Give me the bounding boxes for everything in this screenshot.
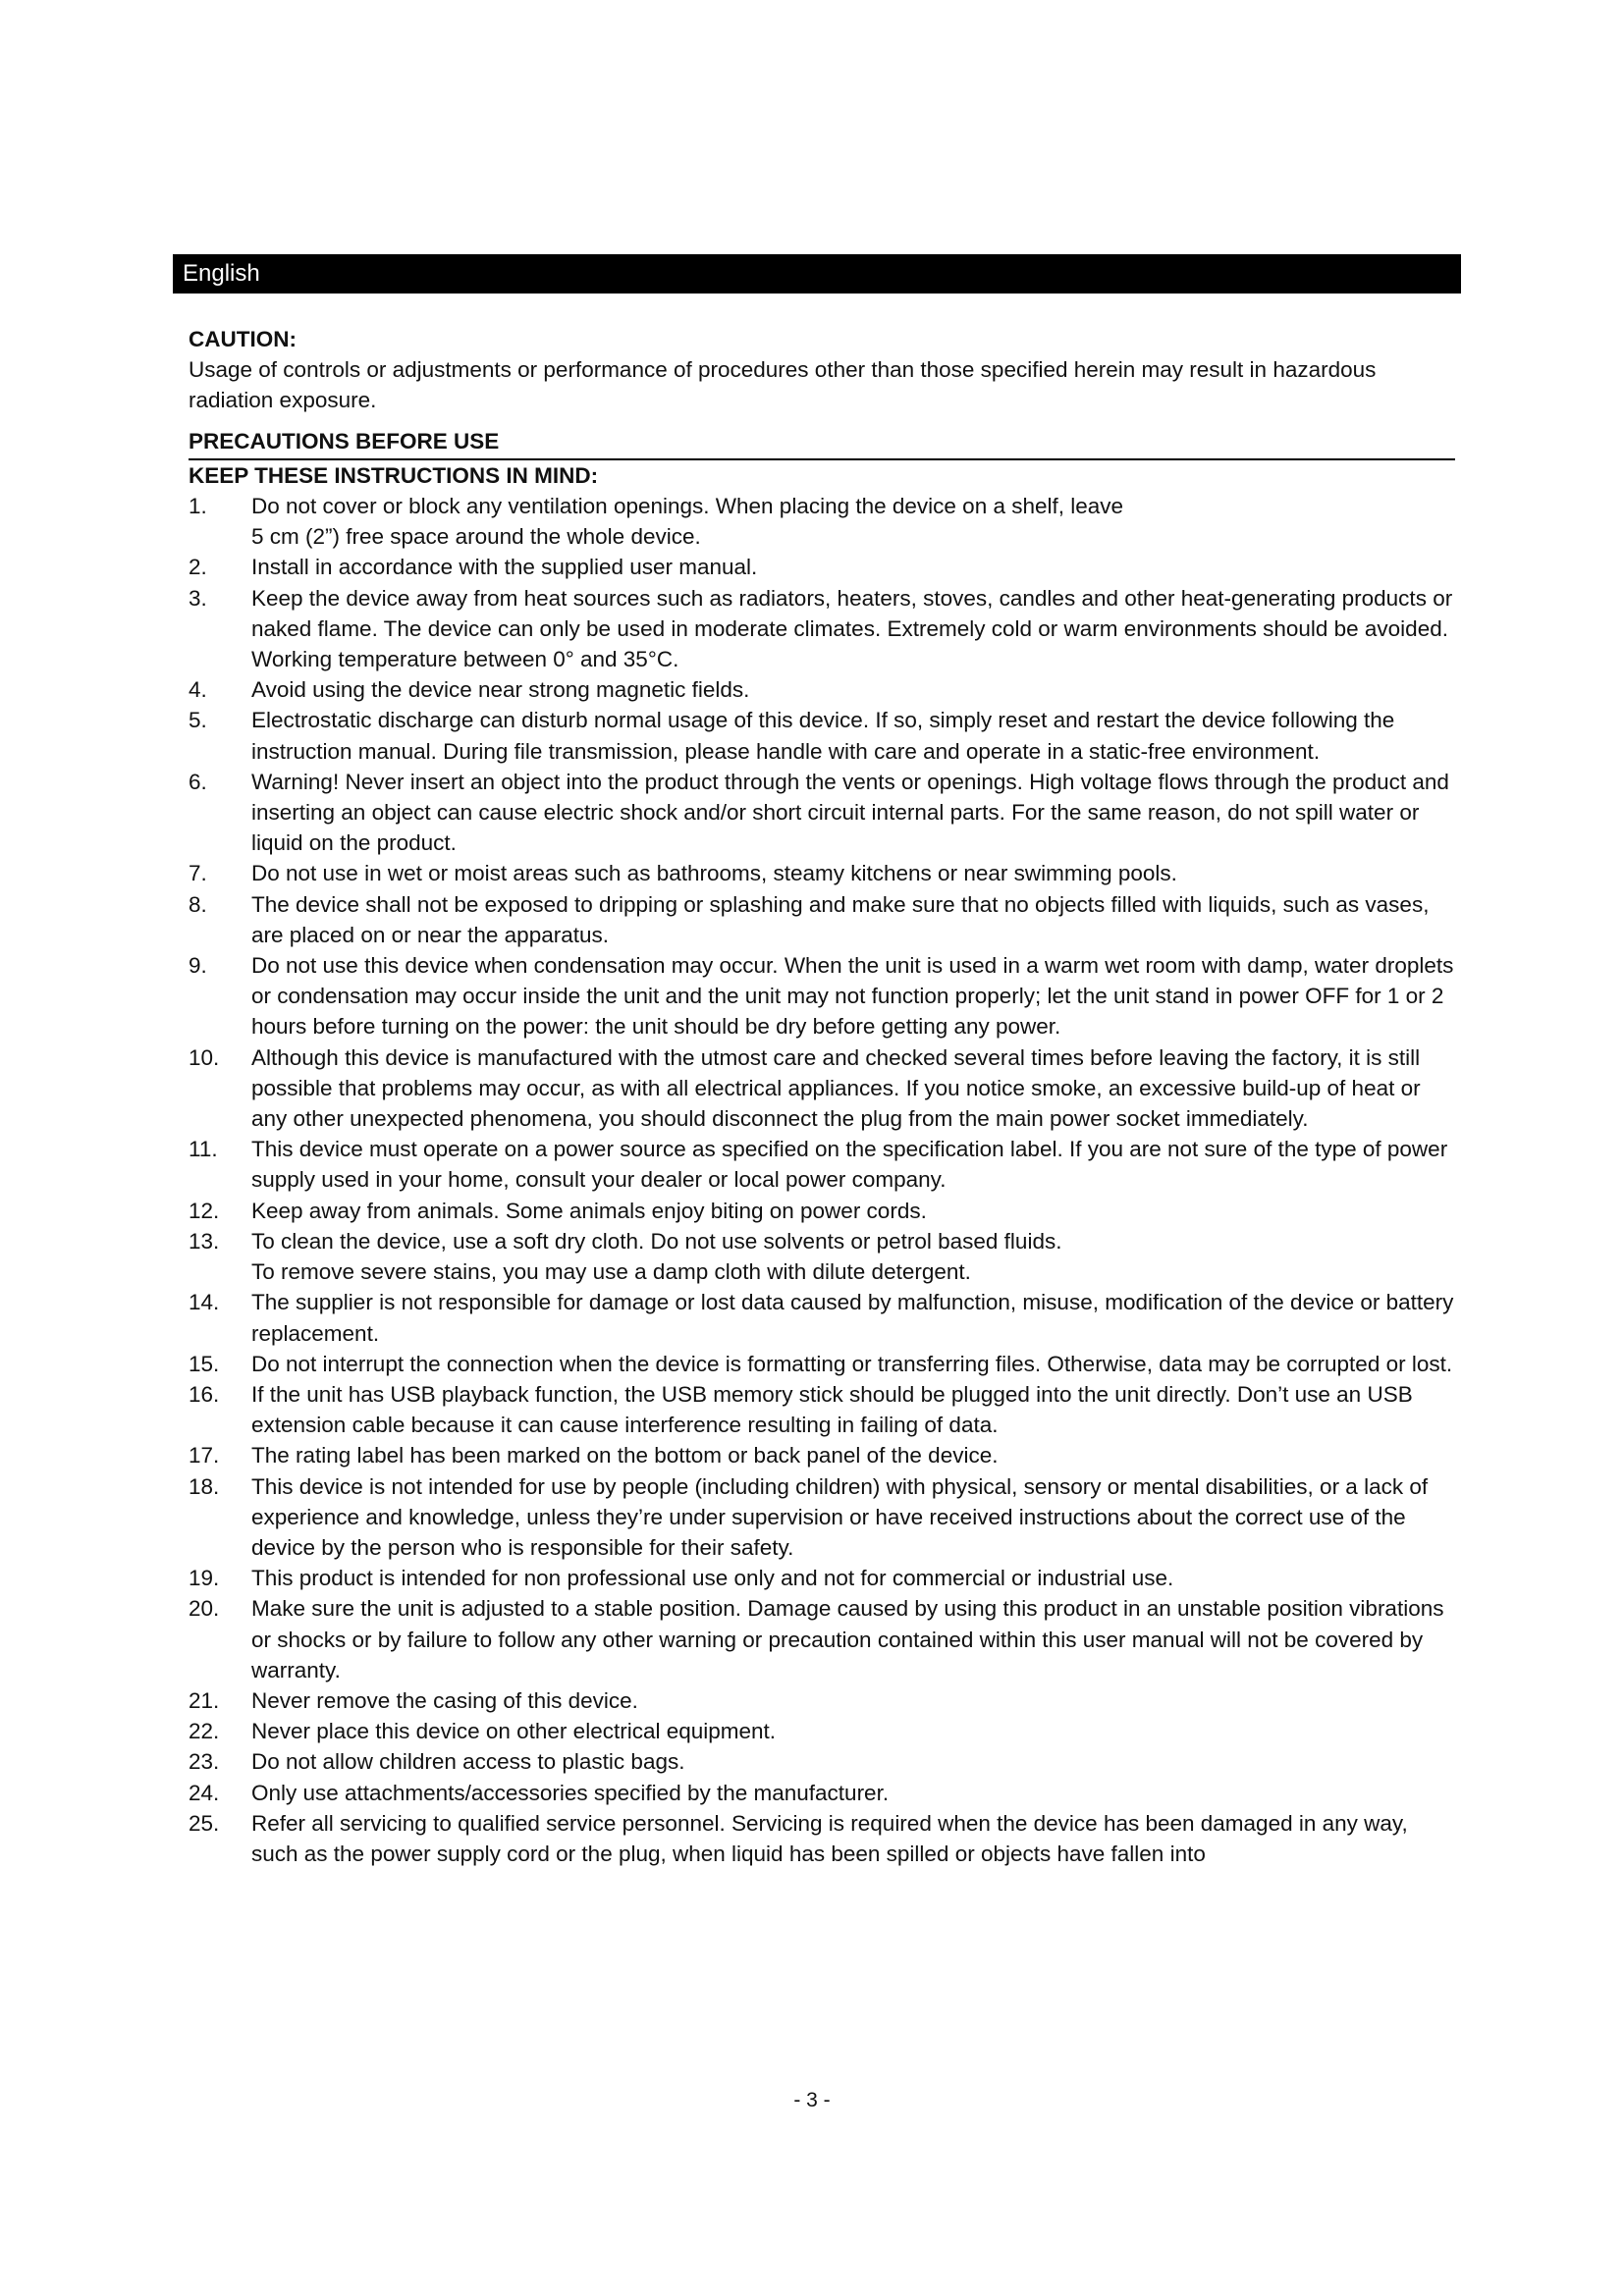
list-item-text: Although this device is manufactured with the utmost care and checked several times before leaving the factory, it is still possible that problems may occur, as with all electrical appliances. If you notice smoke, an excessive build-up of heat or any other unexpected phenomena, you should disconnect the plug from the main power socket immediately. xyxy=(251,1044,1421,1132)
list-item xyxy=(189,1593,1455,1685)
list-item-text: This device is not intended for use by people (including children) with physical, sensory or mental disabilities, or a lack of experience and knowledge, unless they’re under supervision or have received instructions about the correct use of the device by the person who is responsible for their safety. xyxy=(251,1473,1429,1560)
list-item xyxy=(189,1042,1455,1135)
list-item-text: Never remove the casing of this device. xyxy=(251,1687,638,1713)
list-item xyxy=(189,950,1455,1042)
list-item-text: Electrostatic discharge can disturb normal usage of this device. If so, simply reset and restart the device following the instruction manual. During file transmission, please handle with care and operate in a static-free environment. xyxy=(251,708,1395,764)
list-item-number: 22. xyxy=(189,1719,220,1744)
list-item-number: 6. xyxy=(189,769,207,794)
caution-text: Usage of controls or adjustments or performance of procedures other than those specified herein may result in hazardous radiation exposure. xyxy=(189,357,1377,413)
list-item-number: 19. xyxy=(189,1566,220,1591)
list-item-text: Do not use this device when condensation may occur. When the unit is used in a warm wet room with damp, water droplets or condensation may occur inside the unit and the unit may not function properly; let the unit stand in power OFF for 1 or 2 hours before turning on the power: the unit should be dry before getting any power. xyxy=(251,953,1454,1040)
list-item-number: 12. xyxy=(189,1198,220,1223)
list-item-text: Install in accordance with the supplied user manual. xyxy=(251,555,758,580)
list-item-number: 7. xyxy=(189,861,207,886)
instructions-subtitle: KEEP THESE INSTRUCTIONS IN MIND: xyxy=(189,462,599,488)
list-item-number: 21. xyxy=(189,1687,220,1713)
list-item xyxy=(189,491,1455,552)
list-item xyxy=(189,767,1455,859)
list-item-number: 10. xyxy=(189,1044,220,1070)
list-item xyxy=(189,1778,1455,1808)
caution-title: CAUTION: xyxy=(189,327,297,351)
list-item xyxy=(189,1379,1455,1440)
list-item-text: Do not interrupt the connection when the device is formatting or transferring files. Otherwise, data may be corrupted or lost. xyxy=(251,1351,1453,1376)
list-item-number: 11. xyxy=(189,1137,218,1162)
list-item-number: 17. xyxy=(189,1443,220,1468)
list-item-number: 8. xyxy=(189,891,207,917)
list-item xyxy=(189,583,1455,675)
list-item xyxy=(189,1440,1455,1470)
list-item-text: Do not cover or block any ventilation openings. When placing the device on a shelf, leave 5 cm (2”) free space around the whole device. xyxy=(251,494,1124,550)
list-item-text: Make sure the unit is adjusted to a stable position. Damage caused by using this product in an unstable position vibrations or shocks or by failure to follow any other warning or precaution contained within this user manual will not be covered by warranty. xyxy=(251,1596,1444,1682)
list-item-number: 18. xyxy=(189,1473,220,1499)
list-item-text: Do not allow children access to plastic bags. xyxy=(251,1749,685,1775)
list-item xyxy=(189,1134,1455,1195)
list-item-number: 3. xyxy=(189,585,207,611)
list-item xyxy=(189,1471,1455,1564)
list-item-number: 25. xyxy=(189,1810,220,1836)
list-item-text: This device must operate on a power source as specified on the specification label. If you are not sure of the type of power supply used in your home, consult your dealer or local power company. xyxy=(251,1137,1448,1193)
document-body xyxy=(189,324,1455,1869)
list-item-text: This product is intended for non professional use only and not for commercial or industrial use. xyxy=(251,1566,1174,1591)
list-item-text: Only use attachments/accessories specified by the manufacturer. xyxy=(251,1780,890,1805)
list-item xyxy=(189,1563,1455,1593)
list-item xyxy=(189,705,1455,766)
list-item-text: The supplier is not responsible for damage or lost data caused by malfunction, misuse, modification of the device or battery replacement. xyxy=(251,1290,1454,1346)
list-item-number: 15. xyxy=(189,1351,220,1376)
list-item-text: Refer all servicing to qualified service personnel. Servicing is required when the device has been damaged in any way, such as the power supply cord or the plug, when liquid has been spilled or objects have fallen into xyxy=(251,1810,1408,1866)
list-item xyxy=(189,1226,1455,1287)
list-item-number: 16. xyxy=(189,1381,220,1407)
list-item xyxy=(189,1196,1455,1226)
list-item-number: 2. xyxy=(189,555,207,580)
list-item-text: Never place this device on other electrical equipment. xyxy=(251,1719,777,1744)
list-item xyxy=(189,1685,1455,1716)
list-item-text: The rating label has been marked on the bottom or back panel of the device. xyxy=(251,1443,999,1468)
list-item xyxy=(189,1287,1455,1348)
list-item-number: 14. xyxy=(189,1290,220,1315)
precautions-list xyxy=(189,491,1455,1869)
list-item-number: 5. xyxy=(189,708,207,733)
list-item-text: The device shall not be exposed to dripping or splashing and make sure that no objects filled with liquids, such as vases, are placed on or near the apparatus. xyxy=(251,891,1430,947)
list-item-text: Warning! Never insert an object into the product through the vents or openings. High voltage flows through the product and inserting an object can cause electric shock and/or short circuit internal parts. For the same reason, do not spill water or liquid on the product. xyxy=(251,769,1449,856)
list-item xyxy=(189,889,1455,950)
list-item-number: 24. xyxy=(189,1780,220,1805)
list-item-number: 4. xyxy=(189,677,207,703)
list-item xyxy=(189,858,1455,888)
list-item xyxy=(189,1349,1455,1379)
list-item xyxy=(189,674,1455,705)
language-label: English xyxy=(183,260,260,287)
list-item-text: Keep away from animals. Some animals enjoy biting on power cords. xyxy=(251,1198,927,1223)
list-item-text: To clean the device, use a soft dry cloth. Do not use solvents or petrol based fluids. To remove severe stains, you may use a damp cloth with dilute detergent. xyxy=(251,1228,1062,1285)
list-item-number: 9. xyxy=(189,953,207,979)
list-item-number: 13. xyxy=(189,1228,220,1254)
list-item xyxy=(189,1746,1455,1777)
precautions-title: PRECAUTIONS BEFORE USE xyxy=(189,426,1455,460)
list-item-text: Do not use in wet or moist areas such as bathrooms, steamy kitchens or near swimming pools. xyxy=(251,861,1177,886)
list-item-text: If the unit has USB playback function, the USB memory stick should be plugged into the unit directly. Don’t use an USB extension cable because it can cause interference resulting in failing of data. xyxy=(251,1381,1413,1438)
page-number: - 3 - xyxy=(793,2089,831,2111)
list-item xyxy=(189,1716,1455,1746)
language-header-bar xyxy=(173,254,1461,294)
list-item xyxy=(189,552,1455,582)
list-item-text: Avoid using the device near strong magnetic fields. xyxy=(251,677,750,703)
list-item-number: 1. xyxy=(189,494,207,519)
list-item-number: 20. xyxy=(189,1596,220,1622)
list-item-text: Keep the device away from heat sources such as radiators, heaters, stoves, candles and other heat-generating products or naked flame. The device can only be used in moderate climates. Extremely cold or warm environments should be avoided. Working temperature between 0° and 35°C. xyxy=(251,585,1453,672)
list-item-number: 23. xyxy=(189,1749,220,1775)
list-item xyxy=(189,1808,1455,1869)
